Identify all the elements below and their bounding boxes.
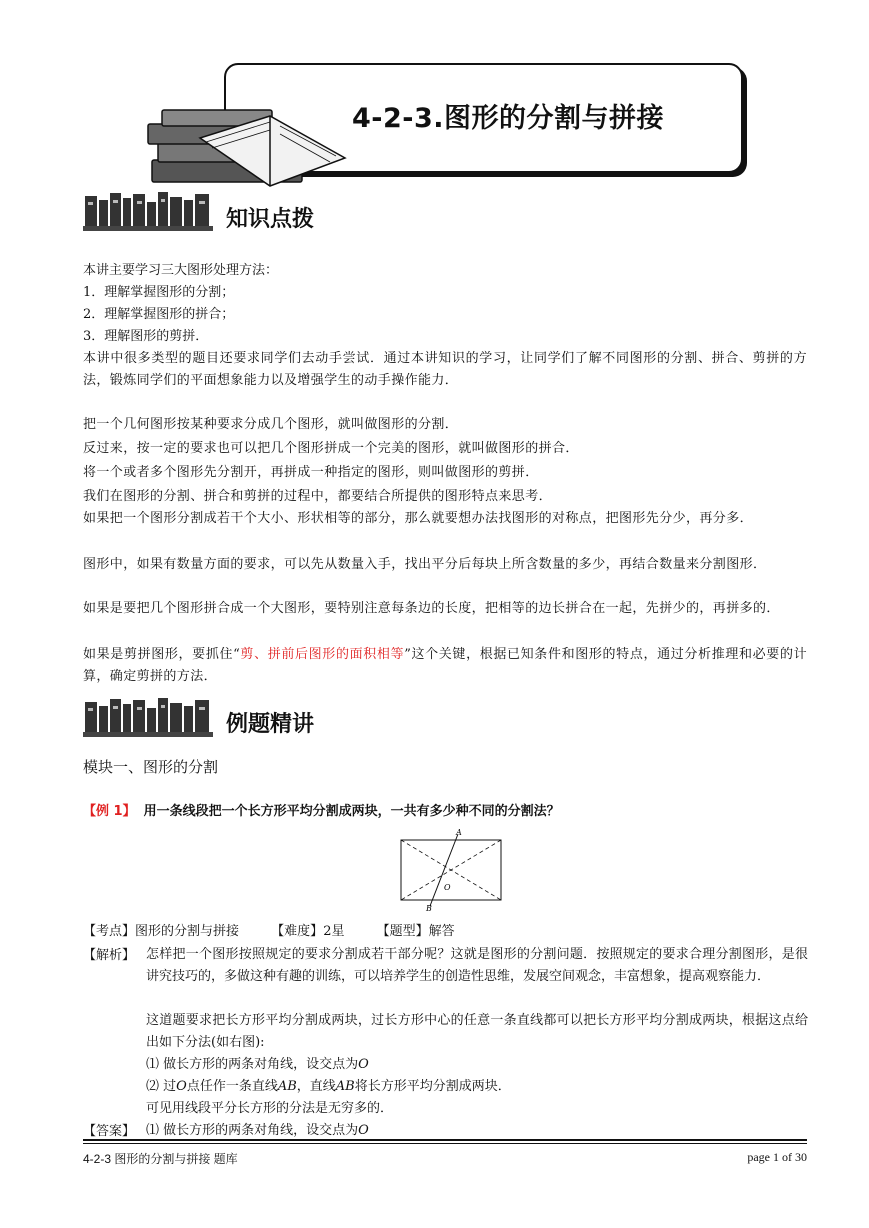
step-2-text: ⑵ 过 — [146, 1079, 177, 1094]
step-2-text: 点任作一条直线 — [186, 1079, 278, 1094]
rectangle-figure — [396, 828, 506, 912]
highlight-text: 剪、拼前后图形的面积相等 — [240, 647, 405, 662]
question-text: 用一条线段把一个长方形平均分割成两块，一共有多少种不同的分割法？ — [143, 804, 560, 819]
kaodian-value: 图形的分割与拼接 — [135, 924, 240, 939]
tixing-value: 解答 — [428, 924, 455, 939]
page-number: page 1 of 30 — [747, 1150, 807, 1164]
paragraph: 反过来，按一定的要求也可以把几个图形拼成一个完美的图形，就叫做图形的拼合． — [83, 441, 579, 456]
intro-text: 本讲主要学习三大图形处理方法： — [83, 263, 279, 278]
list-item: 3．理解图形的剪拼． — [83, 329, 209, 344]
jiexi-label: 【解析】 — [83, 948, 136, 963]
var-ab: AB — [277, 1079, 297, 1094]
footer-title: 4-2-3 图形的分割与拼接 题库 — [83, 1152, 238, 1166]
kaodian-label: 【考点】 — [83, 924, 136, 939]
conclusion: 可见用线段平分长方形的分法是无穷多的． — [146, 1101, 394, 1116]
kaodian — [83, 924, 253, 939]
var-o: O — [358, 1057, 369, 1072]
paragraph: 如果是要把几个图形拼合成一个大图形，要特别注意每条边的长度，把相等的边长拼合在一起，先拼少的，再拼多的． — [83, 601, 780, 616]
label-a: A — [456, 828, 462, 837]
section-title-examples: 例题精讲 — [226, 712, 315, 737]
summary-paragraph: 本讲中很多类型的题目还要求同学们去动手尝试．通过本讲知识的学习，让同学们了解不同图形的分割、拼合、剪拼的方法，锻炼同学们的平面想象能力以及增强学生的动手操作能力． — [83, 351, 807, 388]
label-b: B — [426, 904, 432, 912]
bookshelf-icon — [83, 188, 213, 232]
answer-text: ⑴ 做长方形的两条对角线，设交点为 — [146, 1123, 359, 1138]
jiexi-paragraph: 怎样把一个图形按照规定的要求分割成若干部分呢？这就是图形的分割问题．按照规定的要求合理分割图形，是很讲究技巧的，多做这种有趣的训练，可以培养学生的创造性思维，发展空间观念，丰富想象，提高观察能力． — [146, 947, 808, 984]
bookshelf-icon — [83, 694, 213, 738]
step-2 — [146, 1076, 808, 1098]
footer-rule — [83, 1143, 807, 1144]
page-title: 4-2-3.图形的分割与拼接 — [352, 103, 665, 134]
nandu-value: 2星 — [323, 924, 345, 939]
var-ab: AB — [335, 1079, 355, 1094]
text-segment: ”这个关键，根据已知条件和图形的特点，通过分析推理和必要的计算，确定剪拼的方法． — [83, 647, 807, 684]
list-item: 2．理解掌握图形的拼合； — [83, 307, 235, 322]
list-item: 1．理解掌握图形的分割； — [83, 285, 235, 300]
section-title-knowledge: 知识点拨 — [226, 207, 315, 232]
daan-label: 【答案】 — [83, 1124, 136, 1139]
paragraph: 将一个或者多个图形先分割开，再拼成一种指定的图形，则叫做图形的剪拼． — [83, 465, 539, 480]
jiexi-paragraph: 这道题要求把长方形平均分割成两块，过长方形中心的任意一条直线都可以把长方形平均分割成两块，根据这点给出如下分法(如右图): — [146, 1013, 808, 1050]
var-o: O — [176, 1079, 187, 1094]
example-question — [83, 800, 560, 819]
meta-row — [83, 920, 483, 939]
label-o: O — [444, 883, 451, 892]
paragraph: 图形中，如果有数量方面的要求，可以先从数量入手，找出平分后每块上所含数量的多少，再结合数量来分割图形． — [83, 557, 767, 572]
paragraph-last — [83, 644, 807, 688]
example-tag: 【例 1】 — [83, 804, 136, 819]
footer-rule — [83, 1139, 807, 1141]
paragraph: 我们在图形的分割、拼合和剪拼的过程中，都要结合所提供的图形特点来思考． — [83, 489, 553, 504]
module-heading: 模块一、图形的分割 — [83, 758, 219, 776]
nandu-label: 【难度】 — [271, 924, 324, 939]
paragraph: 如果把一个图形分割成若干个大小、形状相等的部分，那么就要想办法找图形的对称点，把图形先分少，再分多． — [83, 511, 754, 526]
step-1 — [146, 1054, 808, 1076]
step-2-text: ，直线 — [296, 1079, 336, 1094]
step-2-text: 将长方形平均分割成两块． — [354, 1079, 511, 1094]
books-illustration — [140, 98, 360, 188]
text-segment: 如果是剪拼图形，要抓住“ — [83, 647, 241, 662]
var-o: O — [358, 1123, 369, 1138]
tixing-label: 【题型】 — [376, 924, 429, 939]
tixing — [377, 924, 469, 939]
step-1-text: ⑴ 做长方形的两条对角线，设交点为 — [146, 1057, 359, 1072]
nandu — [271, 924, 358, 939]
paragraph: 把一个几何图形按某种要求分成几个图形，就叫做图形的分割． — [83, 417, 459, 432]
